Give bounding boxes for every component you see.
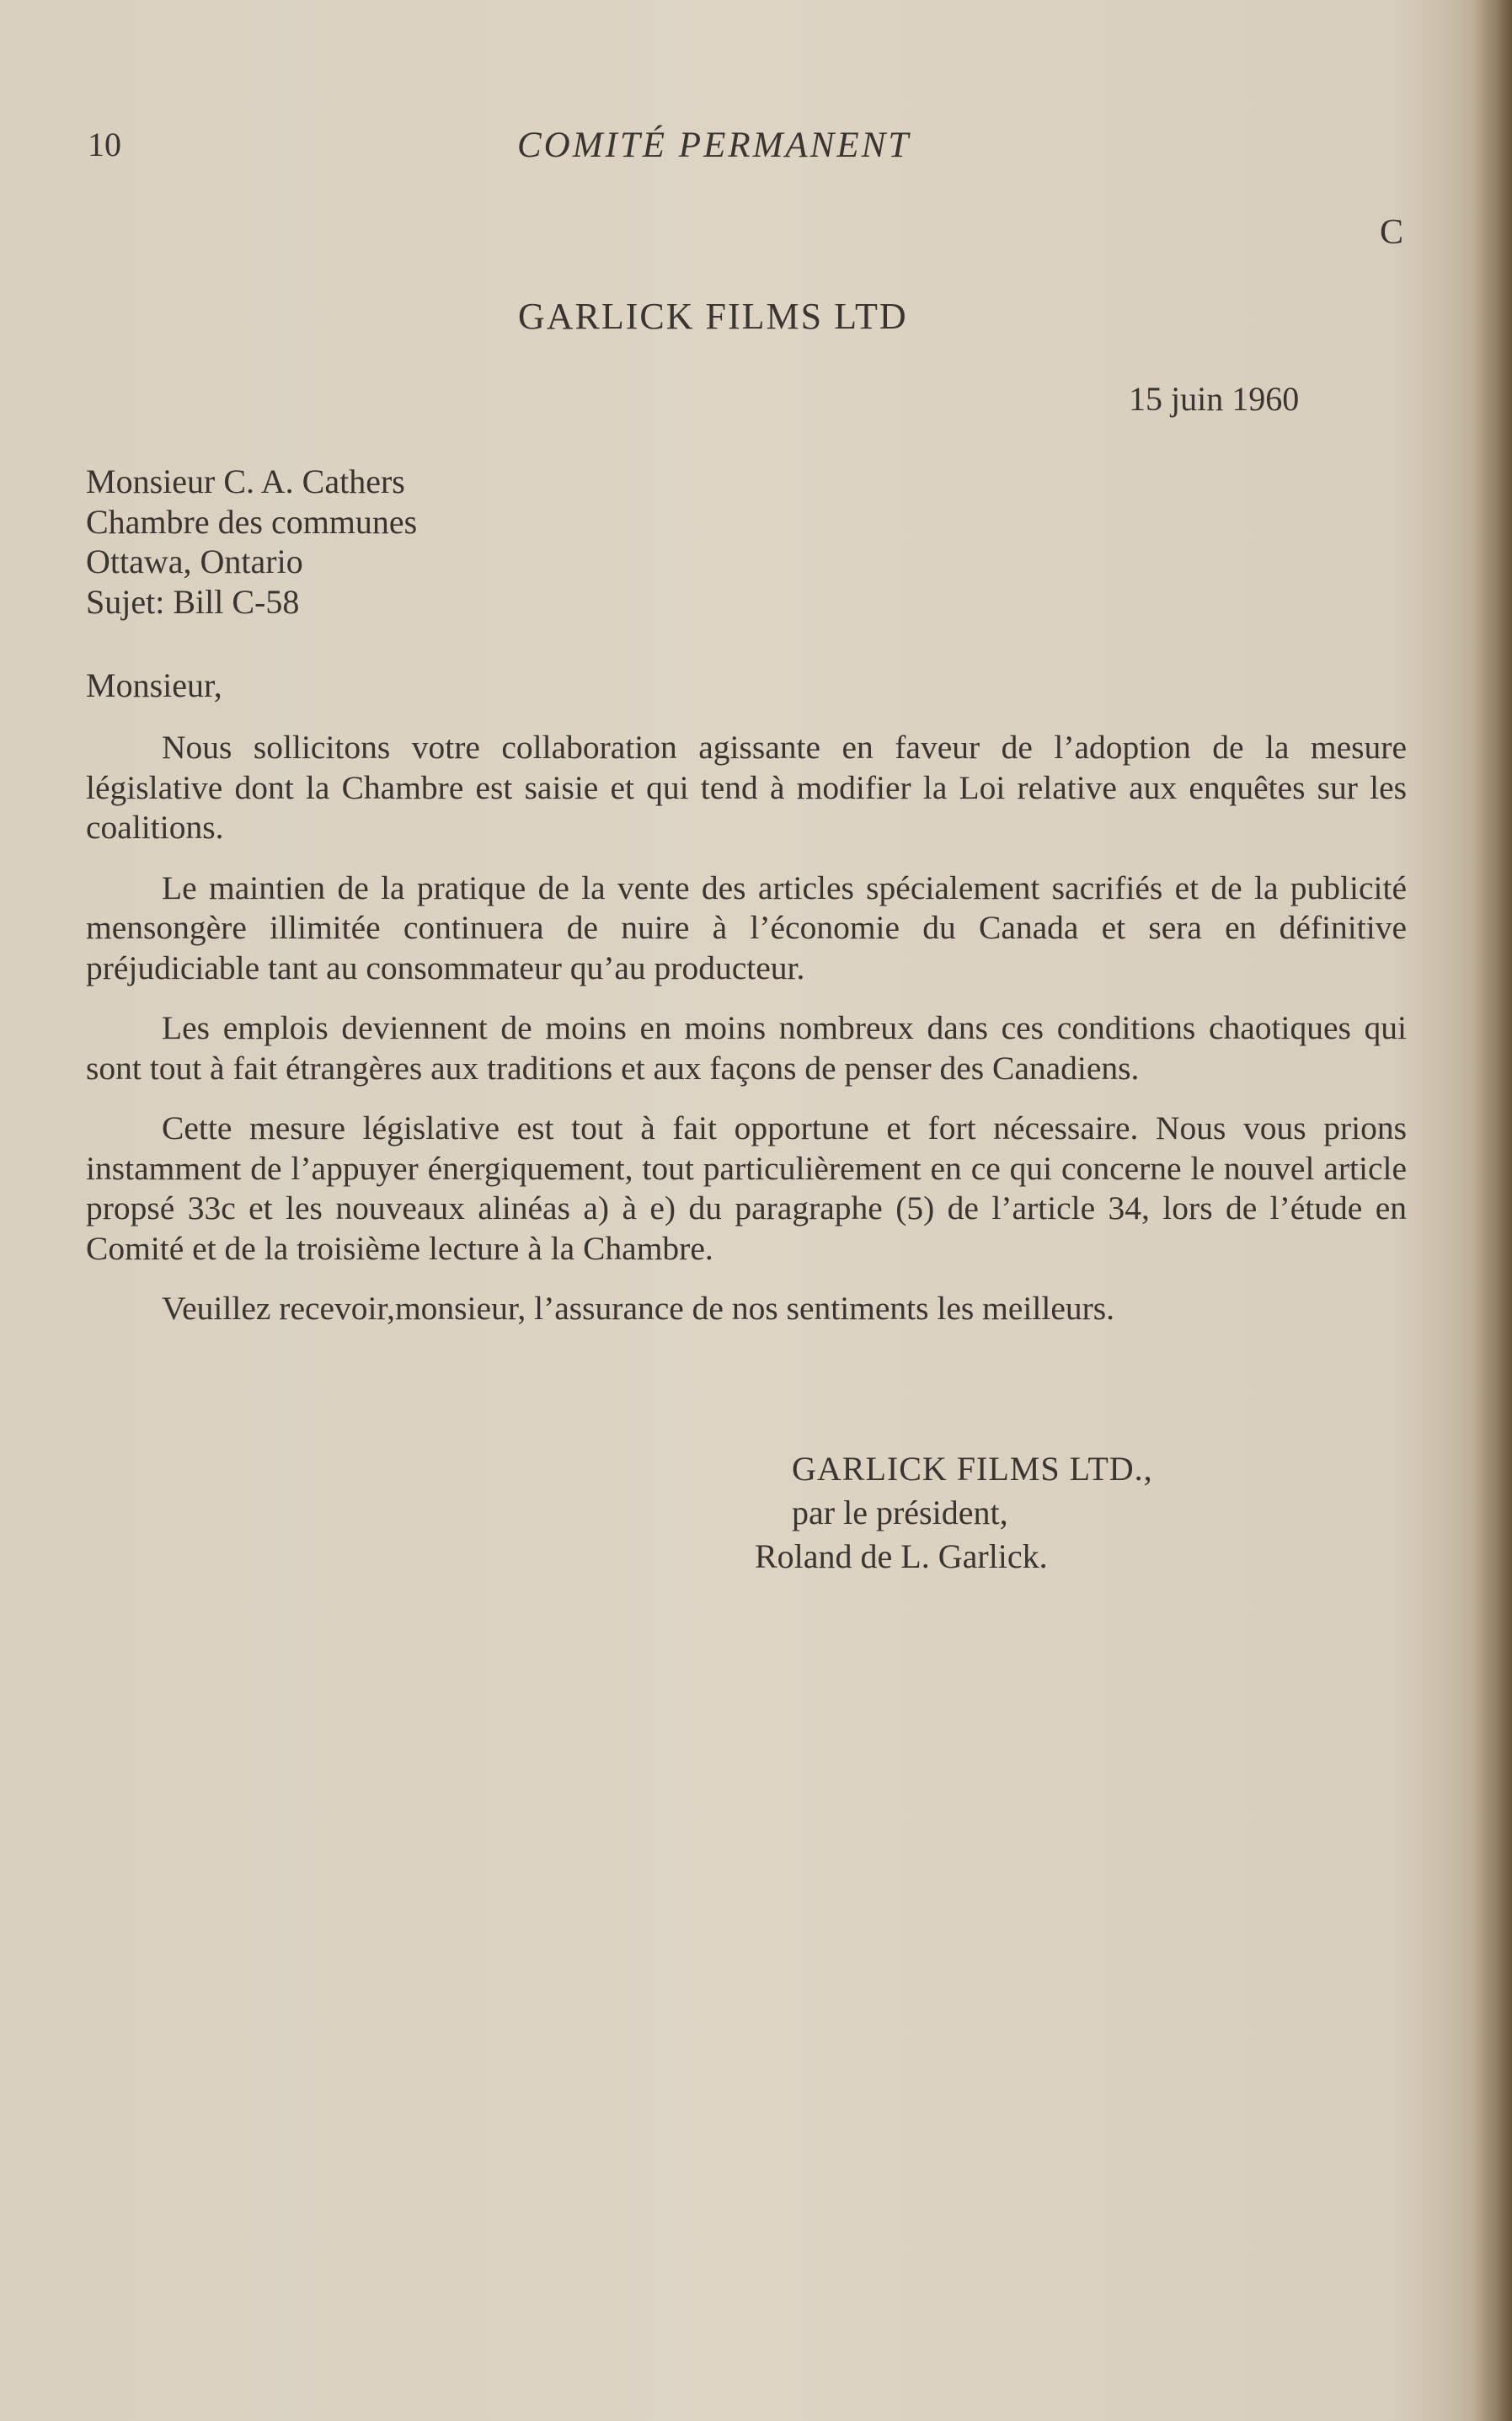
body-paragraph: Cette mesure législative est tout à fait opportune et fort nécessaire. Nous vous prions instamment de l’appuyer énergiquement, tout particulièrement en ce qui concerne le nouvel article propsé 33c et les nouveaux alinéas a) à e) du paragraphe (5) de l’article 34, lors de l’étude en Comité et de la troisième lecture à la Chambre. [86, 1109, 1407, 1267]
letter-date: 15 juin 1960 [1129, 380, 1300, 418]
body-paragraph: Nous sollicitons votre collaboration agissante en faveur de l’adoption de la mesure législative dont la Chambre est saisie et qui tend à modifier la Loi relative aux enquêtes sur les coalitions. [86, 729, 1407, 846]
address-line: Chambre des communes [86, 502, 418, 541]
signature-company: GARLICK FILMS LTD., [792, 1450, 1153, 1488]
address-line: Monsieur C. A. Cathers [86, 462, 405, 500]
signature-name: Roland de L. Garlick. [755, 1537, 1048, 1575]
address-line: Ottawa, Ontario [86, 542, 303, 580]
signature-block [748, 1447, 1153, 1579]
letter-company-heading: GARLICK FILMS LTD [518, 296, 908, 337]
body-paragraph: Les emplois deviennent de moins en moins nombreux dans ces conditions chaotiques qui sont tout à fait étrangères aux traditions et aux façons de penser des Canadiens. [86, 1009, 1407, 1087]
letter-body [86, 728, 1407, 1349]
salutation: Monsieur, [86, 666, 222, 704]
section-letter: C [1380, 213, 1404, 252]
address-line: Sujet: Bill C-58 [86, 582, 300, 621]
closing-paragraph: Veuillez recevoir,monsieur, l’assurance de nos sentiments les meilleurs. [162, 1290, 1115, 1327]
page-edge-shadow [1474, 0, 1512, 2421]
signature-role: par le président, [792, 1494, 1008, 1531]
running-title: COMITÉ PERMANENT [517, 126, 911, 165]
running-head [88, 125, 972, 175]
page-number: 10 [88, 126, 121, 163]
recipient-address [86, 462, 417, 622]
body-paragraph: Le maintien de la pratique de la vente des articles spécialement sacrifiés et de la publicité mensongère illimitée continuera de nuire à l’économie du Canada et sera en définitive préjudiciable tant au consommateur qu’au producteur. [86, 868, 1407, 986]
